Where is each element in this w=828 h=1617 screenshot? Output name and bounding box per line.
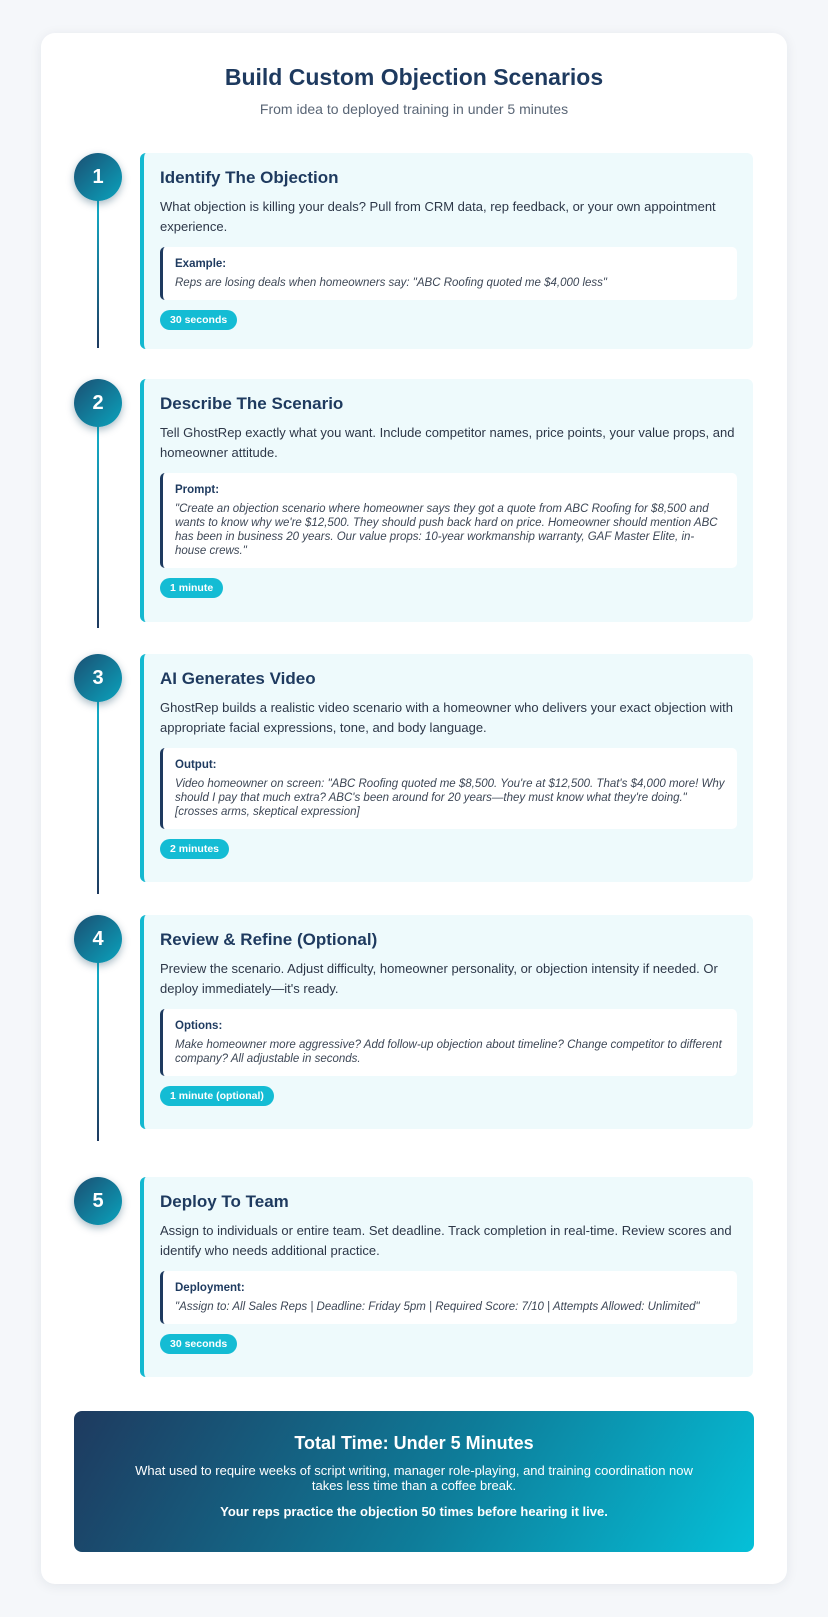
example-label: Output: xyxy=(175,759,217,771)
example-label: Example: xyxy=(175,258,227,270)
time-badge: 2 minutes xyxy=(160,839,229,859)
step-description: Preview the scenario. Adjust difficulty, homeowner personality, or objection intensity if needed. Or deploy immediately—it's ready. xyxy=(160,961,718,996)
example-text: Reps are losing deals when homeowners say: "ABC Roofing quoted me $4,000 less" xyxy=(175,277,607,289)
example-box xyxy=(160,1271,737,1324)
page-title: Build Custom Objection Scenarios xyxy=(224,64,604,90)
step-description: Assign to individuals or entire team. Set deadline. Track completion in real-time. Review scores and identify who needs additional practice. xyxy=(160,1223,732,1258)
example-label: Deployment: xyxy=(175,1282,245,1294)
step-content xyxy=(140,654,753,882)
step-title: AI Generates Video xyxy=(160,669,316,688)
step-number-badge: 1 xyxy=(74,153,122,201)
step-content xyxy=(140,915,753,1129)
step-description: Tell GhostRep exactly what you want. Include competitor names, price points, your value props, and homeowner attitude. xyxy=(160,425,735,460)
step-description: GhostRep builds a realistic video scenario with a homeowner who delivers your exact objection with appropriate facial expressions, tone, and body language. xyxy=(160,700,734,735)
timeline-connector xyxy=(97,955,99,1141)
page-subtitle: From idea to deployed training in under 5 minutes xyxy=(259,101,569,117)
step-title: Deploy To Team xyxy=(160,1192,289,1211)
example-text: Video homeowner on screen: "ABC Roofing quoted me $8,500. You're at $12,500. That's $4,000 more! Why should I pay that much extra? ABC's been around for 20 years—they must know what they're doing." [crosses arms, skeptical expression] xyxy=(175,778,725,818)
step-title: Describe The Scenario xyxy=(160,394,344,413)
time-badge: 30 seconds xyxy=(160,310,237,330)
step-content xyxy=(140,379,753,622)
example-text: "Create an objection scenario where homeowner says they got a quote from ABC Roofing for $8,500 and wants to know why we're $12,500. They should push back hard on price. Homeowner should mention ABC has been in business 20 years. Our value props: 10-year workmanship warranty, GAF Master Elite, in-house crews." xyxy=(175,503,718,557)
timeline-connector xyxy=(97,419,99,628)
step-content xyxy=(140,153,753,349)
timeline-connector xyxy=(97,694,99,894)
example-label: Options: xyxy=(175,1020,223,1032)
summary-highlight: Your reps practice the objection 50 times before hearing it live. xyxy=(220,1504,608,1519)
timeline-connector xyxy=(97,193,99,348)
step-number-badge: 4 xyxy=(74,915,122,963)
time-badge: 30 seconds xyxy=(160,1334,237,1354)
example-box xyxy=(160,748,737,829)
summary-title: Total Time: Under 5 Minutes xyxy=(294,1433,534,1453)
example-box xyxy=(160,473,737,568)
example-box xyxy=(160,1009,737,1076)
step-title: Identify The Objection xyxy=(160,168,339,187)
step-title: Review & Refine (Optional) xyxy=(160,930,378,949)
time-badge: 1 minute (optional) xyxy=(160,1086,274,1106)
example-box xyxy=(160,247,737,300)
example-text: Make homeowner more aggressive? Add follow-up objection about timeline? Change competitor to different company? All adjustable in seconds. xyxy=(175,1039,722,1065)
example-text: "Assign to: All Sales Reps | Deadline: Friday 5pm | Required Score: 7/10 | Attempts Allowed: Unlimited" xyxy=(175,1301,700,1313)
main-card xyxy=(41,33,787,1584)
step-number-badge: 5 xyxy=(74,1177,122,1225)
step-content xyxy=(140,1177,753,1377)
summary-banner xyxy=(74,1411,754,1552)
step-number-badge: 3 xyxy=(74,654,122,702)
summary-text: What used to require weeks of script writing, manager role-playing, and training coordination now takes less time than a coffee break. xyxy=(135,1463,693,1493)
step-description: What objection is killing your deals? Pull from CRM data, rep feedback, or your own appointment experience. xyxy=(160,199,716,234)
step-number-badge: 2 xyxy=(74,379,122,427)
example-label: Prompt: xyxy=(175,484,220,496)
time-badge: 1 minute xyxy=(160,578,223,598)
